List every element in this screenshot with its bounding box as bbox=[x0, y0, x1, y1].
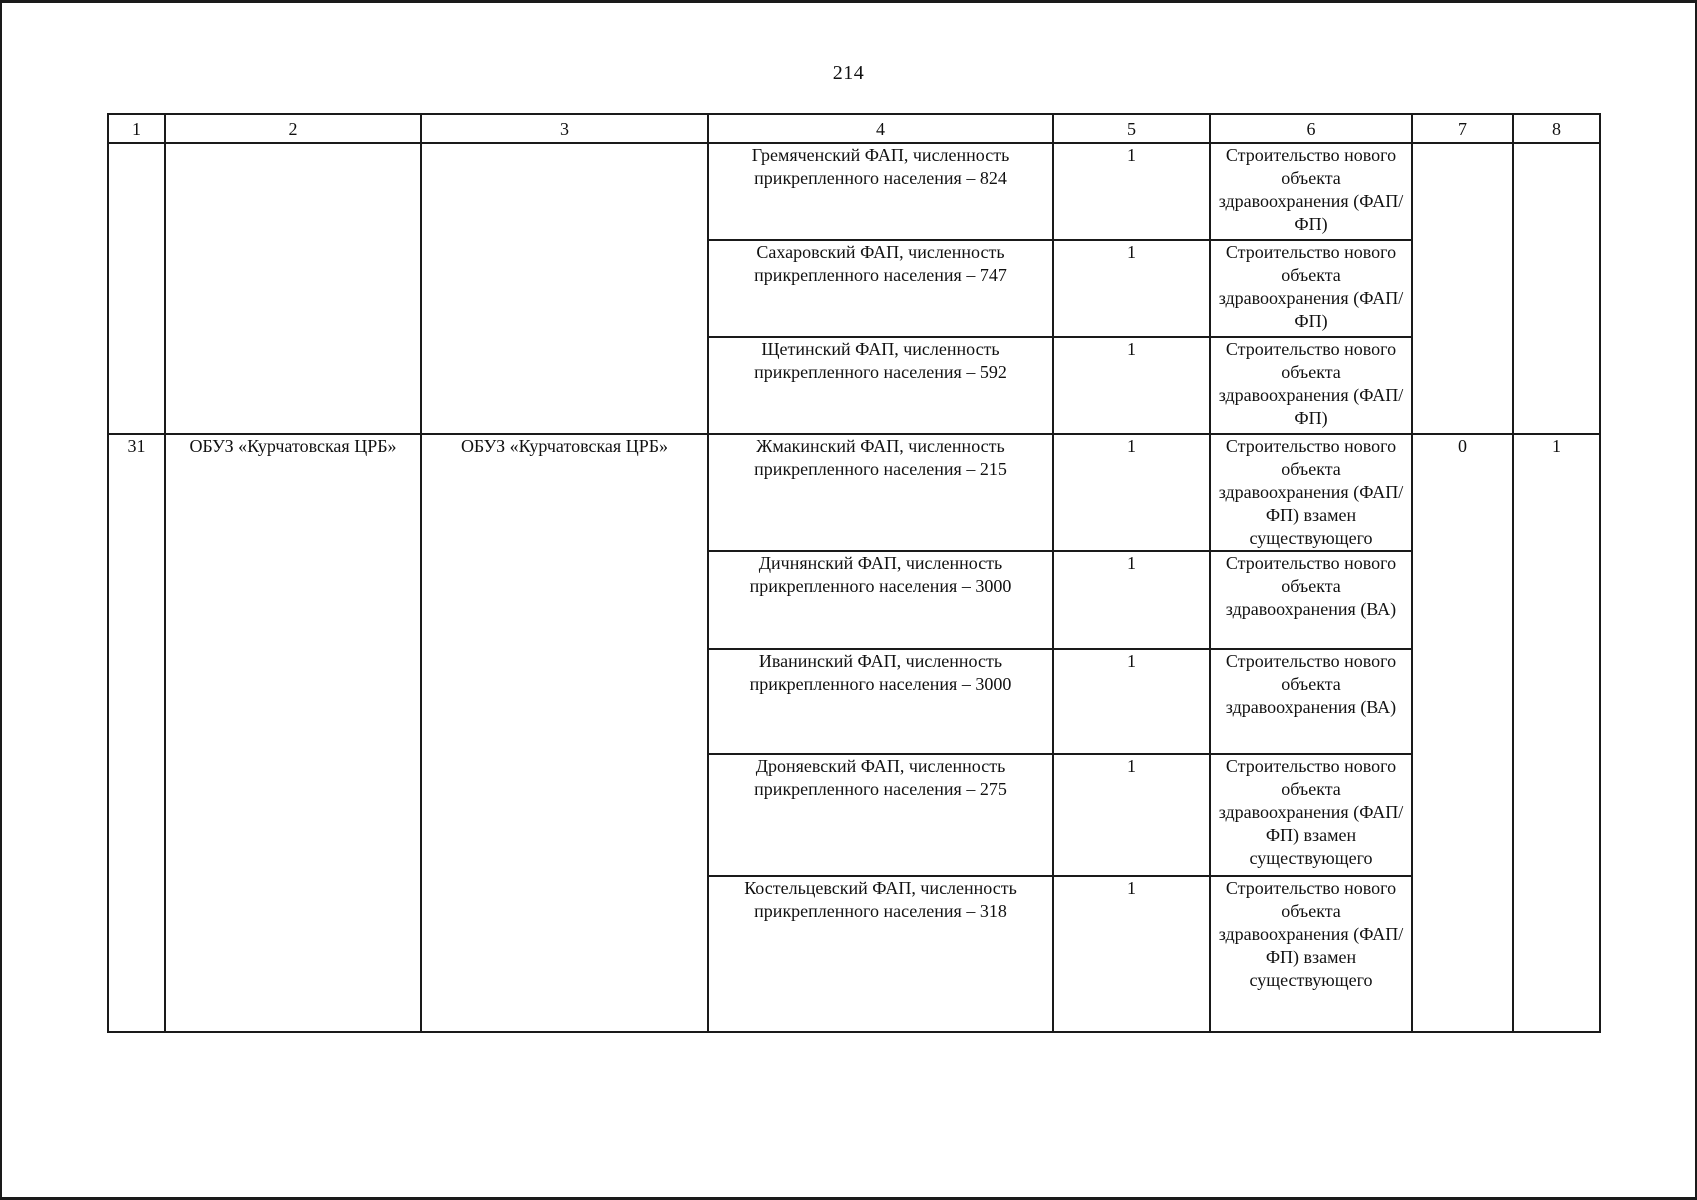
action-cell: Строительство нового объекта здравоохранения (ФАП/ФП) bbox=[1210, 337, 1412, 434]
legal-entity-cell: ОБУЗ «Курчатовская ЦРБ» bbox=[421, 434, 708, 1032]
action-cell: Строительство нового объекта здравоохранения (ФАП/ФП) bbox=[1210, 143, 1412, 240]
action-cell: Строительство нового объекта здравоохранения (ФАП/ФП) взамен существующего bbox=[1210, 434, 1412, 551]
count-cell: 1 bbox=[1053, 434, 1210, 551]
count-cell: 1 bbox=[1053, 876, 1210, 1032]
facility-cell: Жмакинский ФАП, численность прикрепленного населения – 215 bbox=[708, 434, 1053, 551]
count-cell: 1 bbox=[1053, 143, 1210, 240]
entry-number-cell: 31 bbox=[108, 434, 165, 1032]
count-cell: 1 bbox=[1053, 754, 1210, 876]
action-cell: Строительство нового объекта здравоохранения (ФАП/ФП) взамен существующего bbox=[1210, 754, 1412, 876]
facility-cell: Костельцевский ФАП, численность прикрепленного населения – 318 bbox=[708, 876, 1053, 1032]
page-number: 214 bbox=[832, 62, 865, 84]
header-col-1: 1 bbox=[108, 114, 165, 143]
count-cell: 1 bbox=[1053, 337, 1210, 434]
header-col-5: 5 bbox=[1053, 114, 1210, 143]
facilities-table bbox=[107, 113, 1601, 1033]
facility-cell: Гремяченский ФАП, численность прикрепленного населения – 824 bbox=[708, 143, 1053, 240]
header-col-6: 6 bbox=[1210, 114, 1412, 143]
facility-cell: Щетинский ФАП, численность прикрепленного населения – 592 bbox=[708, 337, 1053, 434]
header-col-4: 4 bbox=[708, 114, 1053, 143]
table-row bbox=[108, 143, 1600, 240]
header-col-3: 3 bbox=[421, 114, 708, 143]
action-cell: Строительство нового объекта здравоохранения (ФАП/ФП) bbox=[1210, 240, 1412, 337]
action-cell: Строительство нового объекта здравоохранения (ВА) bbox=[1210, 551, 1412, 649]
table-row bbox=[108, 434, 1600, 551]
action-cell: Строительство нового объекта здравоохранения (ВА) bbox=[1210, 649, 1412, 754]
organization-cell bbox=[165, 143, 421, 434]
header-row bbox=[108, 114, 1600, 143]
count-cell: 1 bbox=[1053, 649, 1210, 754]
legal-entity-cell bbox=[421, 143, 708, 434]
col8-cell: 1 bbox=[1513, 434, 1600, 1032]
facility-cell: Иванинский ФАП, численность прикрепленного населения – 3000 bbox=[708, 649, 1053, 754]
col7-cell bbox=[1412, 143, 1513, 434]
entry-number-cell bbox=[108, 143, 165, 434]
count-cell: 1 bbox=[1053, 240, 1210, 337]
facility-cell: Дичнянский ФАП, численность прикрепленного населения – 3000 bbox=[708, 551, 1053, 649]
header-col-2: 2 bbox=[165, 114, 421, 143]
facility-cell: Сахаровский ФАП, численность прикрепленного населения – 747 bbox=[708, 240, 1053, 337]
header-col-7: 7 bbox=[1412, 114, 1513, 143]
header-col-8: 8 bbox=[1513, 114, 1600, 143]
col7-cell: 0 bbox=[1412, 434, 1513, 1032]
count-cell: 1 bbox=[1053, 551, 1210, 649]
action-cell: Строительство нового объекта здравоохранения (ФАП/ФП) взамен существующего bbox=[1210, 876, 1412, 1032]
organization-cell: ОБУЗ «Курчатовская ЦРБ» bbox=[165, 434, 421, 1032]
facility-cell: Дроняевский ФАП, численность прикрепленного населения – 275 bbox=[708, 754, 1053, 876]
col8-cell bbox=[1513, 143, 1600, 434]
